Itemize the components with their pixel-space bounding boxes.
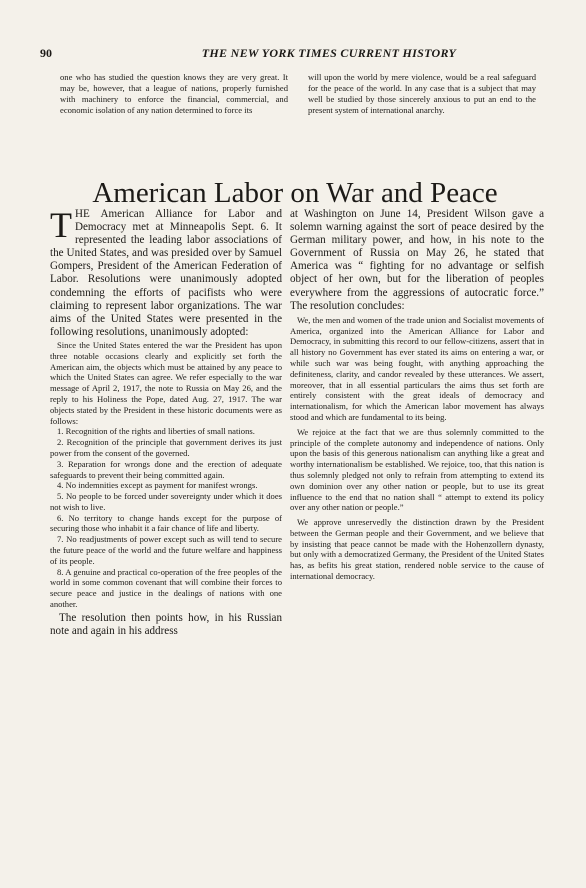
page-header	[40, 46, 548, 64]
quote-item: 1. Recognition of the rights and liberties of small nations.	[57, 426, 255, 437]
left-continuation	[50, 612, 282, 638]
resolution-quote-left	[50, 340, 282, 610]
page-number: 90	[40, 46, 52, 60]
quote-item: 3. Reparation for wrongs done and the erection of adequate safeguards to prevent their being committed again.	[50, 458, 282, 480]
quote-paragraph: Since the United States entered the war the President has upon three notable occasions clearly and explicitly set forth the American aim, the objects which must be attained by any peace to which the United States can agree. We refer especially to the war message of April 2, 1917, the note to Russia on May 26, and the reply to his Holiness the Pope, dated Aug. 27, 1917. The war objects stated by the President in these historic documents were as follows:	[50, 339, 282, 426]
article-right-column	[290, 208, 544, 582]
quote-item: 5. No people to be forced under sovereignty under which it does not wish to live.	[50, 491, 282, 512]
article-intro	[50, 205, 282, 339]
continued-right-text: will upon the world by mere violence, would be a real safeguard for the peace of the world. In any case that is a subject that may well be studied by those sincerely anxious to put an end to the present system of international anarchy.	[308, 72, 536, 115]
intro-text: HE American Alliance for Labor and Democracy met at Minneapolis Sept. 6. It represented the leading labor associations of the United States, and was presided over by Samuel Gompers, President of the American Federation of Labor. Resolutions were unanimously adopted condemning the efforts of pacifists who were claiming to represent labor organizations. The war aims of the United States were presented in the following resolutions, unanimously adopted:	[50, 208, 282, 338]
continued-right-column	[308, 72, 536, 116]
quote-item: 7. No readjustments of power except such as will tend to secure the future peace of the world and the future welfare and happiness of its people.	[50, 534, 282, 566]
quote-paragraph: We, the men and women of the trade union and Socialist movements of America, organized into the American Alliance for Labor and Democracy, in submitting this record to our fellow-citizens, assert that in all history no Government has ever stated its aims on entering a war, or while such war was being fought, with anything approaching the definiteness, clarity, and candor revealed by these utterances. We assert, moreover, that in all essential particulars the aims thus set forth are entirely consistent with the great ideals of democracy and internationalism, for which the American labor movement has always stood and which are fundamental to its being.	[290, 314, 544, 422]
quote-item: 2. Recognition of the principle that government derives its just power from the consent of the governed.	[50, 437, 282, 458]
resolution-quote-right	[290, 315, 544, 582]
article-title: American Labor on War and Peace	[92, 177, 498, 209]
running-title: THE NEW YORK TIMES CURRENT HISTORY	[201, 46, 457, 60]
quote-item: 4. No indemnities except as payment for manifest wrongs.	[57, 480, 258, 491]
quote-paragraph: We rejoice at the fact that we are thus solemnly committed to the principle of the complete autonomy and independence of nations. Only upon the basis of this generous nationalism can anything like a great and worthy internationalism be established. We rejoice, too, that this nation is thus solemnly pledged not only to refrain from attempting to extend its own dominion over any other nation or people, but to use its great influence to the end that no nation shall “ attempt to extend its policy over any other nation or people.”	[290, 426, 544, 513]
right-body-text: at Washington on June 14, President Wilson gave a solemn warning against the sort of peace desired by the German military power, and how, in his note to the Government of Russia on May 26, he stated that America was “ fighting for no advantage or selfish object of her own, but for the liberation of peoples everywhere from the aggressions of autocratic force.” The resolution concludes:	[290, 208, 544, 312]
quote-paragraph: We approve unreservedly the distinction drawn by the President between the German people and their Government, and we believe that by insisting that peace cannot be made with the Hohenzollern dynasty, but only with a democratized Germany, the President of the United States has, as befits his great station, rendered noble service to the cause of international democracy.	[290, 517, 544, 582]
left-after-text: The resolution then points how, in his Russian note and again in his address	[50, 611, 282, 637]
article-left-column	[50, 205, 282, 638]
drop-cap: T	[50, 205, 72, 245]
right-body	[290, 208, 544, 313]
quote-item: 6. No territory to change hands except for the purpose of securing those who inhabit it a fair chance of life and liberty.	[50, 512, 282, 534]
quote-item: 8. A genuine and practical co-operation of the free peoples of the world in some common covenant that will combine their forces to secure peace and justice in the dealings of nations with one another.	[50, 566, 282, 610]
continued-left-column	[60, 72, 288, 116]
continued-left-text: one who has studied the question knows they are very great. It may be, however, that a league of nations, properly furnished with machinery to enforce the financial, commercial, and economic isolation of any nation determined to force its	[60, 72, 288, 115]
